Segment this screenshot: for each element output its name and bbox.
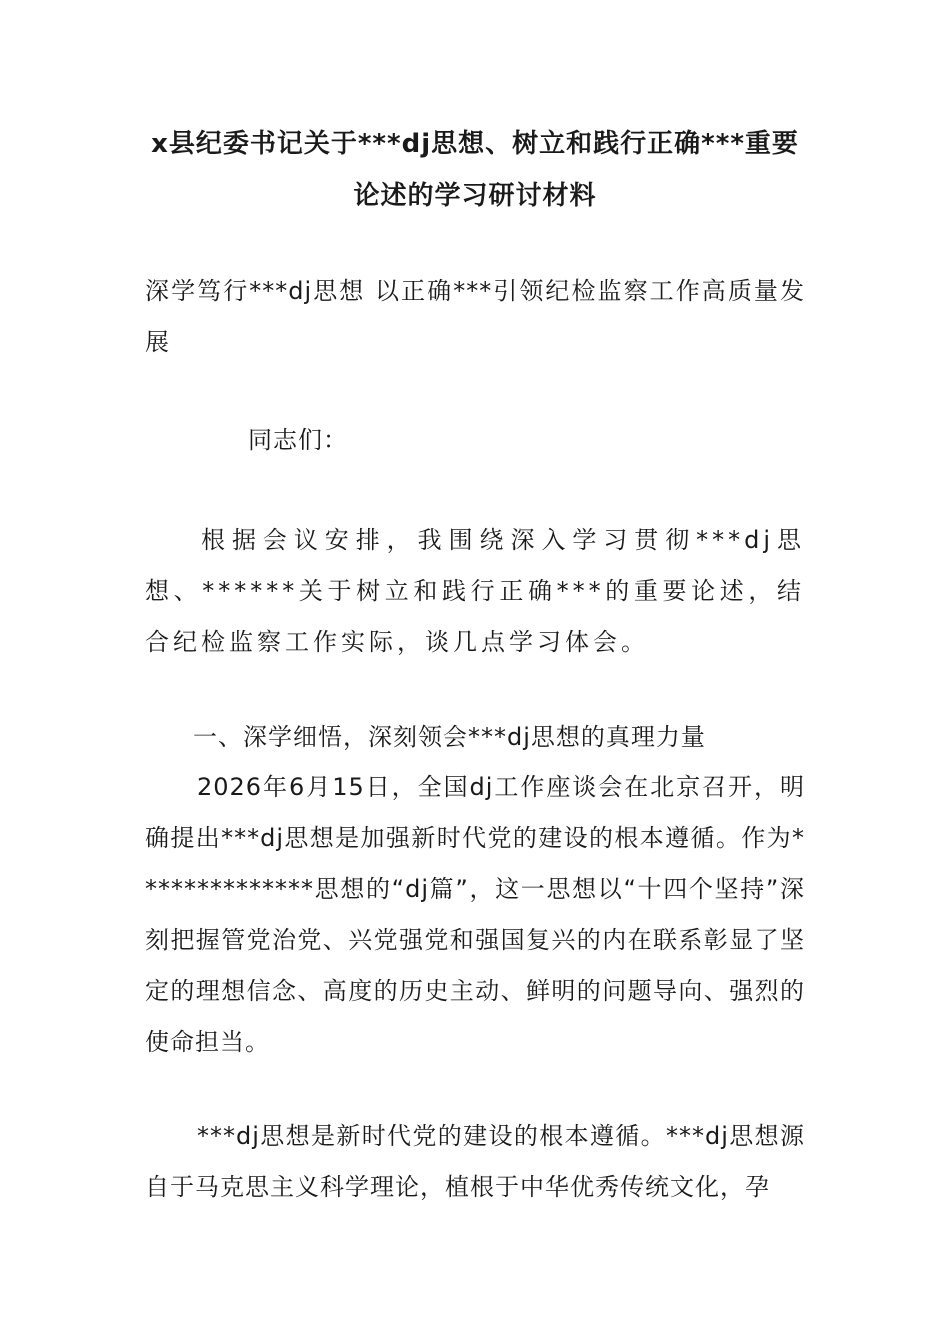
section-heading: 一、深学细悟，深刻领会***dj思想的真理力量 (193, 723, 706, 751)
document-subtitle: 深学笃行***dj思想 以正确***引领纪检监察工作高质量发展 (145, 277, 805, 356)
body-paragraph: 2026年6月15日，全国dj工作座谈会在北京召开，明确提出***dj思想是加强新时代党的建设的根本遵循。作为**************思想的“dj篇”，这一思想以“十四个坚持”深刻把握管党治党、兴党强党和强国复兴的内在联系彰显了坚定的理想信念、高度的历史主动、鲜明的问题导向、强烈的使命担当。 (145, 773, 805, 1056)
body-paragraph: ***dj思想是新时代党的建设的根本遵循。***dj思想源自于马克思主义科学理论，植根于中华优秀传统文化，孕 (145, 1122, 805, 1201)
document-title: x县纪委书记关于***dj思想、树立和践行正确***重要论述的学习研讨材料 (151, 129, 799, 211)
greeting: 同志们： (248, 426, 348, 454)
intro-paragraph: 根据会议安排，我围绕深入学习贯彻***dj思想、******关于树立和践行正确***的重要论述，结合纪检监察工作实际，谈几点学习体会。 (145, 526, 805, 656)
